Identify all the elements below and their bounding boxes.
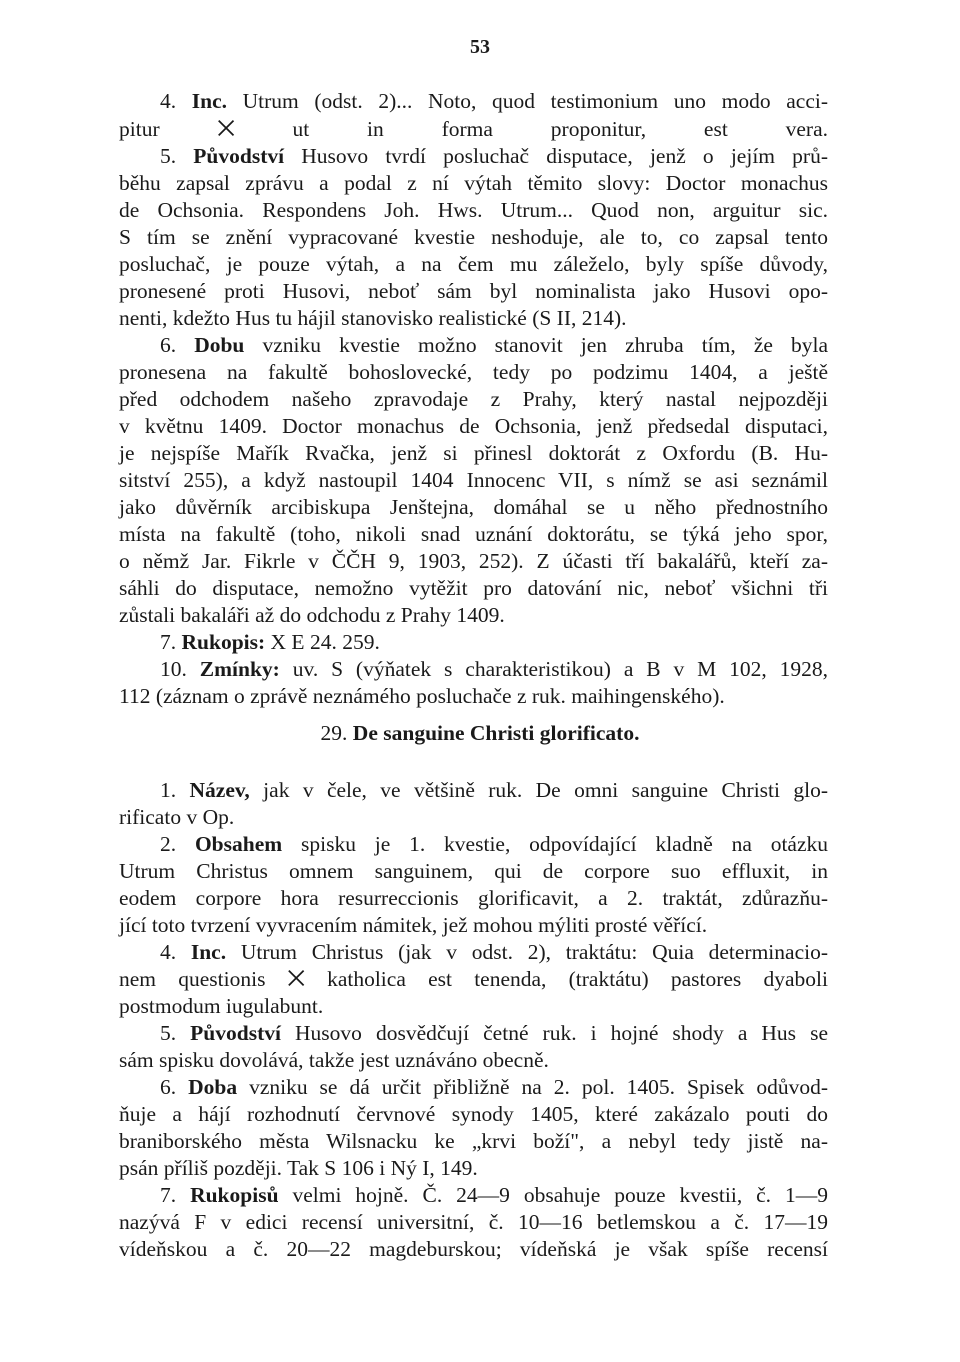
text-line (119, 1128, 828, 1154)
text-line (119, 467, 828, 493)
text-line (119, 251, 828, 277)
text-line (160, 1020, 828, 1046)
line-text: nazývá F v edici recensí universitní, č. 10—16 betlemskou a č. 17—19 (119, 1210, 828, 1234)
text-line (119, 494, 828, 520)
line-text: sitství 255), a když nastoupil 1404 Innocenc VII, s nímž se asi seznámil (119, 468, 828, 492)
text-line (119, 440, 828, 466)
text-line (119, 413, 828, 439)
text-line (119, 1236, 828, 1262)
line-text: pitur ⨉ ut in forma proponitur, est vera. (119, 117, 828, 141)
line-text: pronesena na fakultě bohoslovecké, tedy po podzimu 1404, a ještě (119, 360, 828, 384)
section-title: De sanguine Christi glorificato. (352, 721, 640, 745)
text-line (119, 602, 828, 628)
line-text: Utrum Christus (jak v odst. 2), traktátu: Quia determinacio- (226, 940, 828, 964)
section-heading (0, 720, 960, 746)
line-text: vzniku se dá určit přibližně na 2. pol. 1405. Spisek odůvod- (237, 1075, 828, 1099)
item-label: Obsahem (194, 832, 283, 856)
text-line (119, 966, 828, 992)
section-number: 29. (320, 721, 348, 745)
item-number: 6. (160, 1075, 189, 1099)
text-line (160, 831, 828, 857)
text-line (119, 521, 828, 547)
item-number: 5. (160, 144, 194, 168)
line-text: nenti, kdežto Hus tu hájil stanovisko realistické (S II, 214). (119, 306, 627, 330)
text-line (160, 939, 828, 965)
text-line (119, 386, 828, 412)
line-text: Husovo tvrdí posluchač disputace, jenž o jejím prů- (284, 144, 829, 168)
text-line (119, 993, 828, 1019)
text-line (119, 885, 828, 911)
line-text: uv. S (výňatek s charakteristikou) a B v M 102, 1928, (279, 657, 828, 681)
line-text: X E 24. 259. (265, 630, 380, 654)
text-line (119, 683, 828, 709)
line-text: o němž Jar. Fikrle v ČČH 9, 1903, 252). Z účasti tří bakalářů, kteří za- (119, 549, 828, 573)
item-label: Inc. (190, 940, 227, 964)
text-line (119, 1101, 828, 1127)
line-text: místa na fakultě (toho, nikoli snad uznání doktorátu, se týká jeho spor, (119, 522, 828, 546)
item-number: 2. (160, 832, 195, 856)
text-line (119, 575, 828, 601)
line-text: jako důvěrník arcibiskupa Jenštejna, domáhal se u něho přednostního (119, 495, 828, 519)
item-number: 4. (160, 940, 191, 964)
line-text: braniborského města Wilsnacku ke „krvi boží", a nebyl tedy jistě na- (119, 1129, 828, 1153)
text-line (119, 170, 828, 196)
line-text: 112 (záznam o zprávě neznámého posluchače z ruk. maihingenského). (119, 684, 725, 708)
line-text: jící toto tvrzení vyvracením námitek, jež mohou mýliti prosté věřící. (119, 913, 708, 937)
item-label: Inc. (191, 89, 227, 113)
item-label: Dobu (194, 333, 245, 357)
item-label: Původství (190, 1021, 281, 1045)
line-text: zůstali bakaláři až do odchodu z Prahy 1409. (119, 603, 505, 627)
item-number: 7. (160, 630, 182, 654)
text-line (119, 548, 828, 574)
line-text: Utrum Christus omnem sanguinem, qui de corpore suo effluxit, in (119, 859, 828, 883)
text-line (160, 1182, 828, 1208)
text-line (119, 912, 828, 938)
line-text: před odchodem našeho zpravodaje z Prahy, který nastal nejpozději (119, 387, 828, 411)
text-line (119, 1209, 828, 1235)
line-text: S tím se znění vypracované kvestie neshoduje, ale to, co zapsal tento (119, 225, 828, 249)
line-text: ňuje a hájí rozhodnutí červnové synody 1405, které zakázalo pouti do (119, 1102, 828, 1126)
line-text: sáhli do disputace, nemožno vytěžit pro datování nic, neboť všichni tři (119, 576, 828, 600)
item-label: Doba (188, 1075, 238, 1099)
page-number: 53 (470, 36, 490, 58)
text-line (119, 197, 828, 223)
text-line (160, 1074, 828, 1100)
line-text: sám spisku dovolává, takže jest uznáváno obecně. (119, 1048, 549, 1072)
line-text: Husovo dosvědčují četné ruk. i hojné shody a Hus se (280, 1021, 828, 1045)
line-text: spisku je 1. kvestie, odpovídající kladně na otázku (282, 832, 829, 856)
item-number: 10. (160, 657, 200, 681)
text-line (160, 656, 828, 682)
text-line (119, 278, 828, 304)
text-line (119, 858, 828, 884)
item-number: 1. (160, 778, 190, 802)
line-text: rificato v Op. (119, 805, 235, 829)
text-line (119, 116, 828, 142)
line-text: je nejspíše Mařík Rvačka, jenž si přinesl doktorát z Oxfordu (B. Hu- (119, 441, 828, 465)
item-label: Zmínky: (199, 657, 280, 681)
item-label: Název, (189, 778, 250, 802)
line-text: nem questionis ⨉ katholica est tenenda, (traktátu) pastores dyaboli (119, 967, 828, 991)
line-text: vídeňskou a č. 20—22 magdeburskou; vídeňská je však spíše recensí (119, 1237, 828, 1261)
item-number: 5. (160, 1021, 191, 1045)
text-line (160, 777, 828, 803)
item-number: 4. (160, 89, 192, 113)
text-line (119, 1155, 828, 1181)
text-line (160, 143, 828, 169)
line-text: eodem corpore hora resurreccionis glorificavit, a 2. traktát, zdůrazňu- (119, 886, 828, 910)
line-text: postmodum iugulabunt. (119, 994, 324, 1018)
line-text: vzniku kvestie možno stanovit jen zhruba tím, že byla (244, 333, 829, 357)
text-line (160, 332, 828, 358)
line-text: běhu zapsal zprávu a podal z ní výtah těmito slovy: Doctor monachus (119, 171, 828, 195)
item-number: 7. (160, 1183, 191, 1207)
line-text: de Ochsonia. Respondens Joh. Hws. Utrum... Quod non, arguitur sic. (119, 198, 828, 222)
text-line (119, 1047, 828, 1073)
line-text: velmi hojně. Č. 24—9 obsahuje pouze kvestii, č. 1—9 (278, 1183, 829, 1207)
text-line (160, 629, 828, 655)
text-line (119, 305, 828, 331)
item-label: Rukopis: (181, 630, 266, 654)
line-text: Utrum (odst. 2)... Noto, quod testimonium uno modo acci- (227, 89, 828, 113)
line-text: psán příliš později. Tak S 106 i Ný I, 149. (119, 1156, 478, 1180)
item-label: Rukopisů (190, 1183, 279, 1207)
item-number: 6. (160, 333, 195, 357)
text-line (119, 359, 828, 385)
line-text: v květnu 1409. Doctor monachus de Ochsonia, jenž předsedal disputaci, (119, 414, 828, 438)
line-text: jak v čele, ve většině ruk. De omni sanguine Christi glo- (249, 778, 828, 802)
text-line (119, 804, 828, 830)
line-text: pronesené proti Husovi, neboť sám byl nominalista jako Husovi opo- (119, 279, 828, 303)
line-text: posluchač, je pouze výtah, a na čem mu záleželo, byly spíše důvody, (119, 252, 828, 276)
text-line (160, 88, 828, 114)
text-line (119, 224, 828, 250)
item-label: Původství (193, 144, 285, 168)
